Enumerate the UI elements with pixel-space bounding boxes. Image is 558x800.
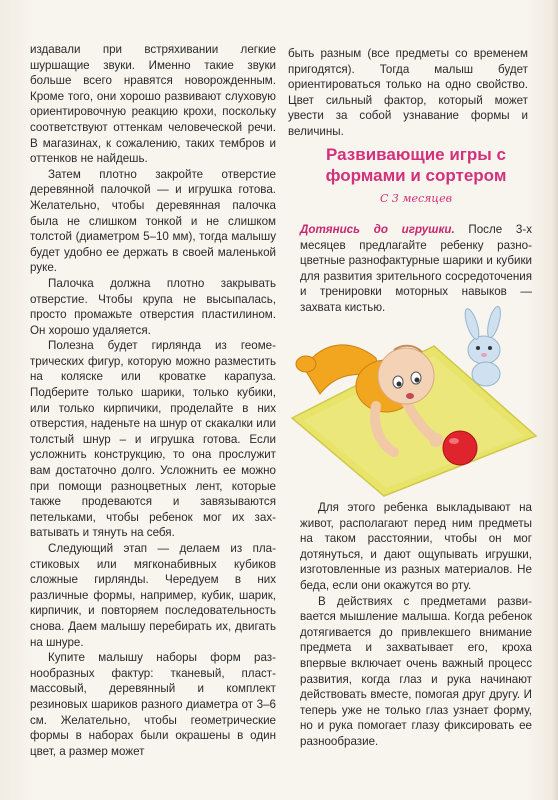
age-subheading: С 3 месяцев bbox=[379, 192, 453, 205]
paragraph: издавали при встряхивании легкие шуршащие звуки. Именно такие звуки больше всего нравятся новорожденным. Кроме того, они хорошо развивают слуховую ориентировочную реакцию крохи, поскольку соответствуют оттенкам человеческой речи. В магазинах, к сожалению, таких тембров и оттенков не найдешь. bbox=[30, 43, 276, 166]
paragraph: Для этого ребенка выкладывают на живот, располагают перед ним предметы на таком расстоянии, чтобы он мог дотянуться, и дают ощупывать игрушки, изготовленные из разных материалов. Не беда, если они окажутся во рту. bbox=[300, 501, 532, 592]
intro-text: После 3-х месяцев предлагайте ребенку разноцветные разнофактурные шарики и кубики для развития зрительного сосредоточения и тренировки моторных навыков — захвата кистью. bbox=[300, 223, 532, 314]
paragraph: быть разным (все предметы со временем пригодятся). Тогда малыш будет ориентироваться только на одно свойство. Цвет сильный фактор, который может увести за собой узнавание формы и величины. bbox=[288, 47, 528, 138]
paragraph: Купите малышу наборы форм разнообразных фактур: тканевый, пластмассовый, деревянный и комплект резиновых шариков разного диаметра от 3–6 см. Желательно, чтобы геометрические формы в наборах были окрашены в один цвет, а размер может bbox=[30, 651, 276, 758]
paragraph: Полезна будет гирлянда из геометрических фигур, которую можно разместить на коляске или кроватке карапуза. Подберите только шарики, только кубики, или только кирпичики, проделайте в них отверстия, наденьте на шнур от скакалки или толстый шнур – и игрушка готова. Если усложнить конструкцию, то она прослужит вам достаточно долго. Усложнить ее можно при помощи разноцветных лент, которые также продеваются и завязываются петельками, чтобы ребенок мог их захватывать и тянуть на себя. bbox=[30, 339, 276, 540]
section-heading: Развивающие игры с формами и сортером bbox=[325, 145, 507, 185]
right-column-top bbox=[288, 46, 528, 140]
bunny-toy-icon bbox=[462, 305, 503, 386]
paragraph: Затем плотно закройте отверстие деревянной палочкой — и игрушка готова. Желательно, чтобы деревянная палочка была не слишком тонкой и не слишком толстой (диаметром 5–10 мм), тогда малышу будет удобно ее держать в своей маленькой руке. bbox=[30, 167, 276, 275]
paragraph: Палочка должна плотно закрывать отверстие. Чтобы крупа не высыпалась, просто промажьте отверстия пластилином. Он хорошо удаляется. bbox=[30, 276, 276, 337]
intro-lead: Дотянись до игрушки. bbox=[300, 223, 455, 236]
page-edge-shadow bbox=[552, 0, 558, 800]
paragraph: Следующий этап — делаем из пластиковых или мягконабивных кубиков сложные гирлянды. Чередуем в них различные формы, например, кубик, шарик, кирпичик, и повторяем последовательность снова. Даем малышу перебирать их, двигать на шнуре. bbox=[30, 542, 276, 649]
left-column bbox=[30, 42, 276, 759]
paragraph: В действиях с предметами развивается мышление малыша. Когда ребенок дотягивается до привлекшего внимание предмета и захватывает его, кроха впервые включает очень важный процесс развития, когда глаз и рука начинают действовать вместе, помогая друг другу. И теперь уже не только глаз узнает форму, но и рука помогает глазу фиксировать ее разнообразие. bbox=[300, 594, 532, 748]
right-column-bottom bbox=[300, 500, 532, 750]
baby-reaching-ball-icon bbox=[284, 298, 542, 498]
